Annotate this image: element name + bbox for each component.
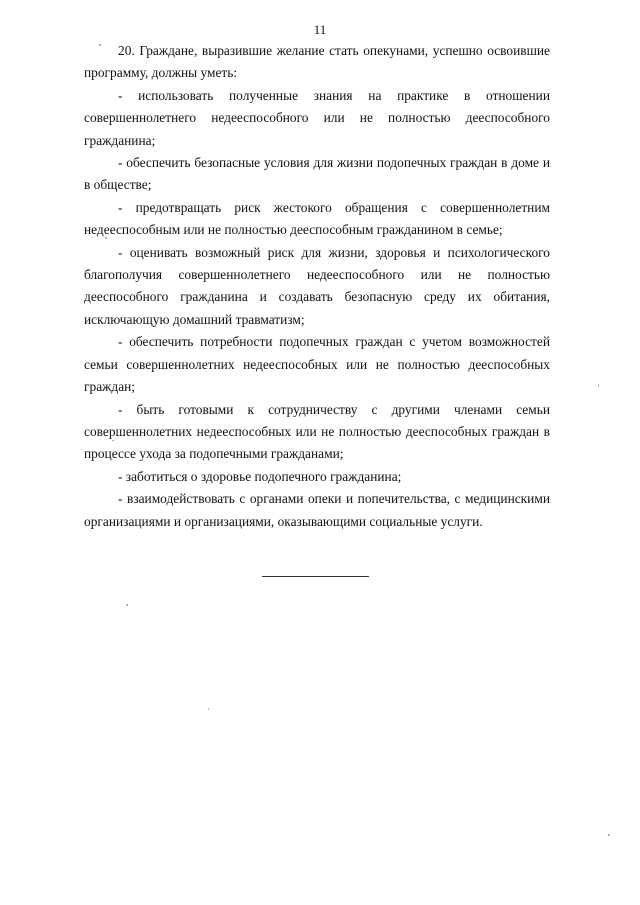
list-item: - предотвращать риск жестокого обращения с совершеннолетним недееспособным или не полностью дееспособным гражданином в семье; [84, 199, 550, 238]
scan-speck [608, 834, 610, 836]
list-item: - оценивать возможный риск для жизни, здоровья и психологического благополучия совершеннолетнего недееспособного или не полностью дееспособного гражданина и создавать безопасную среду их обитания, исключающую домашний травматизм; [84, 244, 550, 327]
scan-speck [208, 708, 209, 710]
list-item: - взаимодействовать с органами опеки и попечительства, с медицинскими организациями и организациями, оказывающими социальные услуги. [84, 491, 550, 529]
end-divider [262, 576, 369, 577]
paragraph-intro: 20. Граждане, выразившие желание стать опекунами, успешно освоившие программу, должны уметь: [84, 43, 550, 81]
scan-speck [99, 44, 101, 46]
scan-speck [105, 237, 107, 239]
scan-speck [112, 440, 114, 441]
document-body [84, 40, 550, 533]
list-item: - заботиться о здоровье подопечного гражданина; [118, 468, 402, 484]
list-item: - быть готовыми к сотрудничеству с другими членами семьи совершеннолетних недееспособных или не полностью дееспособных граждан в процессе ухода за подопечными гражданами; [84, 401, 550, 462]
list-item: - обеспечить потребности подопечных граждан с учетом возможностей семьи совершеннолетних недееспособных или не полностью дееспособных граждан; [84, 334, 550, 395]
page-number: 11 [313, 22, 327, 37]
list-item: - использовать полученные знания на практике в отношении совершеннолетнего недееспособного или не полностью дееспособного гражданина; [84, 87, 550, 148]
scan-speck [598, 384, 599, 387]
list-item: - обеспечить безопасные условия для жизни подопечных граждан в доме и в обществе; [84, 155, 550, 193]
scan-speck [126, 604, 128, 606]
